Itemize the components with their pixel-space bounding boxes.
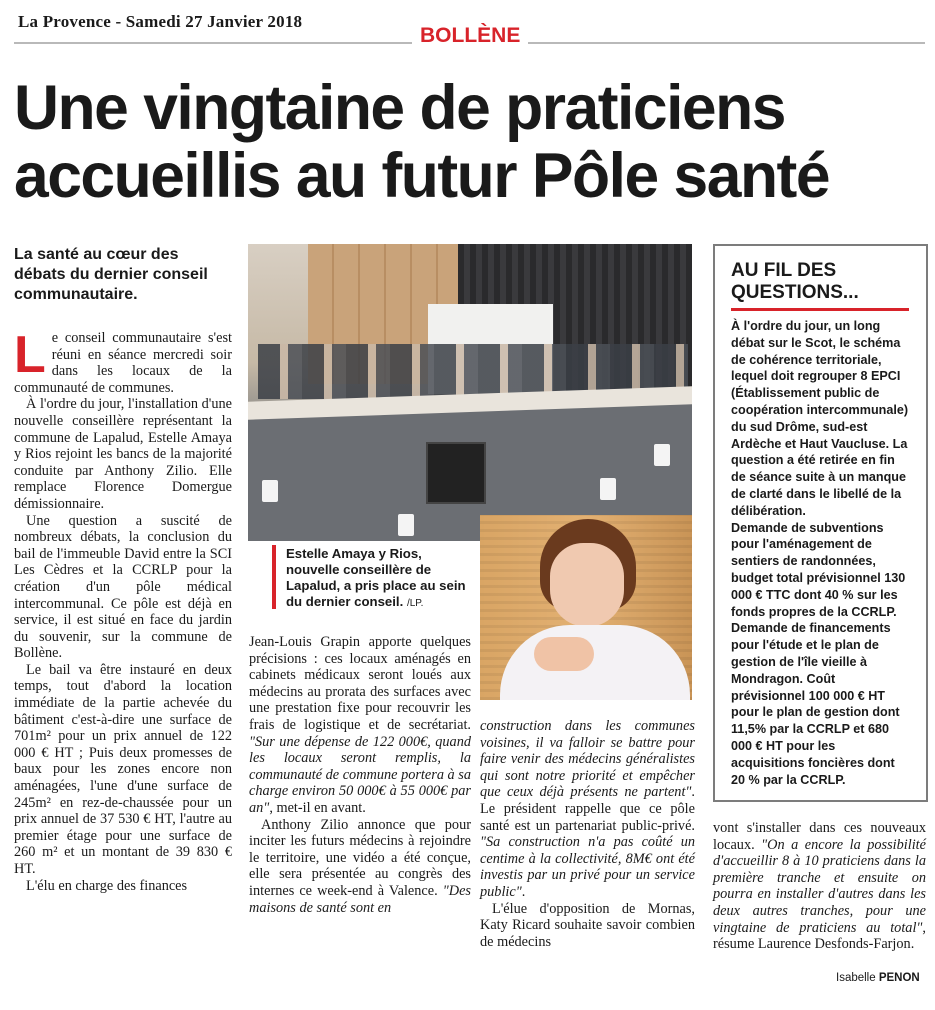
paragraph: Le conseil communautaire s'est réuni en séance mercredi soir dans les locaux de la communauté de communes.	[14, 326, 232, 396]
drop-cap: L	[14, 326, 46, 384]
caption-accent	[272, 545, 276, 609]
sidebar-paragraph: À l'ordre du jour, un long débat sur le Scot, le schéma de cohérence territoriale, lequel doit regrouper 8 EPCI (Établissement public de coopération intercommunale) du sud Drôme, sud-est Ardèche et Haut Vaucluse. La question a été retirée en fin de séance suite à un manque de clarté dans le libellé de la délibération.	[731, 319, 909, 518]
article-column-3	[480, 718, 695, 950]
sidebar-title-rule	[731, 308, 909, 311]
face	[550, 543, 624, 627]
photo-credit: /LP.	[406, 598, 424, 609]
sidebar-text	[731, 318, 911, 788]
paragraph: L'élu en charge des finances	[26, 877, 188, 894]
cup-icon	[600, 478, 616, 500]
author-signature: Isabelle PENON	[836, 972, 920, 984]
article-column-2	[249, 634, 471, 916]
headline	[14, 74, 910, 210]
clasped-hands	[534, 637, 594, 671]
cup-icon	[398, 514, 414, 536]
paragraph: L'élue d'opposition de Mornas, Katy Ricard souhaite savoir combien de médecins	[480, 900, 695, 950]
portrait-photo	[480, 515, 692, 700]
sidebar-title: AU FIL DES QUESTIONS...	[731, 260, 859, 303]
masthead: La Provence - Samedi 27 Janvier 2018	[18, 12, 303, 31]
article-column-4	[713, 820, 926, 953]
monitor-screen	[426, 442, 486, 504]
paragraph: Le bail va être instauré en deux temps, tout d'abord la location immédiate de la partie achevée du bâtiment c'est-à-dire une surface de 701m² pour un prix annuel de 122 000 € HT ; Puis deux promesses de baux pour les zones encore non aménagées, l'une d'une surface de 245m² en rez-de-chaussée pour un prix annuel de 37 530 € HT, l'autre au premier étage pour une surface de 260 m² et un montant de 39 830 € HT.	[14, 661, 232, 877]
headline-line-2: accueillis au futur Pôle santé	[14, 141, 830, 211]
sidebar-paragraph: Demande de subventions pour l'aménagement de sentiers de randonnées, budget total prévisionnel 130 000 € TTC dont 40 % sur les fonds propres de la CCRLP.	[731, 520, 906, 619]
council-meeting-photo	[248, 244, 692, 541]
headline-line-1: Une vingtaine de praticiens	[14, 73, 785, 143]
cup-icon	[262, 480, 278, 502]
paragraph: Jean-Louis Grapin apporte quelques précisions : ces locaux aménagés en cabinets médicaux seront loués aux médecins au prorata des surfaces avec une prestation fixe pour recouvrir les frais de logistique et de secrétariat. "Sur une dépense de 122 000€, quand les locaux seront remplis, la communauté de commune portera à sa charge environ 50 000€ à 55 000€ par an", met-il en avant.	[249, 634, 471, 816]
paragraph: construction dans les communes voisines, il va falloir se battre pour faire venir des médecins généralistes qui sont notre priorité et empêcher que ceux déjà présents ne partent". Le président rappelle que ce pôle santé est un partenariat public-privé. "Sa construction n'a pas coûté un centime à la collectivité, 8M€ ont été investis par un privé pour un service public".	[480, 718, 695, 900]
cup-icon	[654, 444, 670, 466]
lead-paragraph: La santé au cœur des débats du dernier conseil communautaire.	[14, 246, 208, 303]
paragraph: vont s'installer dans ces nouveaux locaux. "On a encore la possibilité d'accueillir 8 à 10 praticiens dans la première tranche et ensuite on pourra en installer d'autres dans les deux autres tranches, pour une vingtaine de praticiens au total", résume Laurence Desfonds-Farjon.	[713, 820, 926, 953]
photo-caption: Estelle Amaya y Rios, nouvelle conseillère de Lapalud, a pris place au sein du dernier conseil. /LP.	[286, 546, 466, 609]
article-column-1	[14, 326, 232, 894]
sidebar-paragraph: Demande de financements pour l'étude et le plan de gestion de l'île vieille à Mondragon. Coût prévisionnel 100 000 € HT pour le plan de gestion dont 11,5% par la CCRLP et 680 000 € HT pour les acquisitions foncières dont 20 % par la CCRLP.	[731, 621, 900, 787]
paragraph: À l'ordre du jour, l'installation d'une nouvelle conseillère représentant la commune de Lapalud, Estelle Amaya y Rios rejoint les bancs de la majorité conduite par Anthony Zilio. Elle remplace Florence Domergue démissionnaire.	[14, 396, 232, 512]
section-label: BOLLÈNE	[412, 22, 528, 50]
sidebar-box	[713, 244, 928, 802]
paragraph: Une question a suscité de nombreux débats, la conclusion du bail de l'immeuble David entre la SCI Les Cèdres et la CCRLP pour la création d'un pôle médical intercommunal. Ce pôle est déjà en service, il est situé en face du jardin du souvenir, sur la commune de Bollène.	[14, 512, 232, 662]
paragraph: Anthony Zilio annonce que pour inciter les futurs médecins à rejoindre le territoire, une vidéo a été conçue, elle sera présentée au congrès des internes ce week-end à Valence. "Des maisons de santé sont en	[249, 816, 471, 916]
